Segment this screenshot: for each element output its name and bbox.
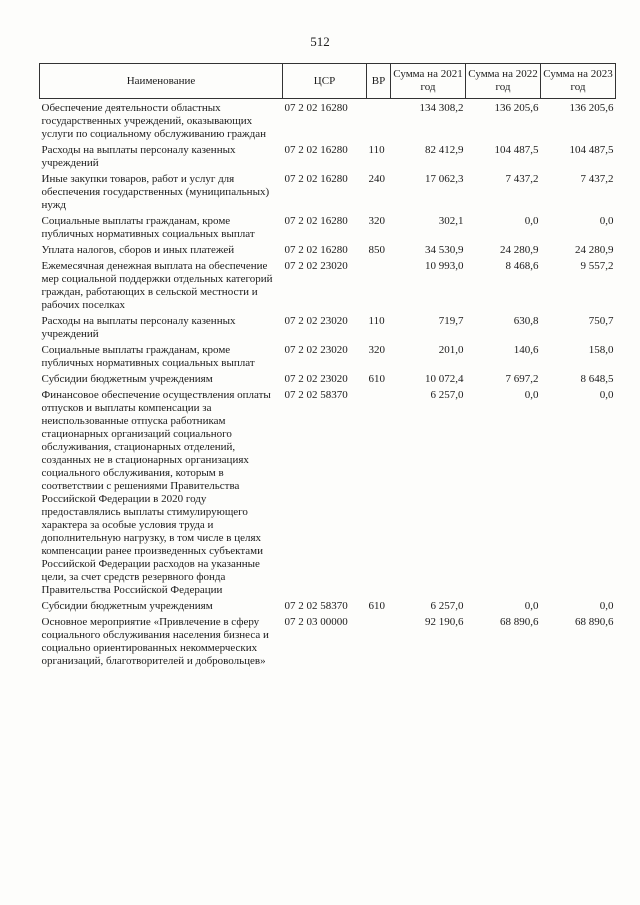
row-sum-2023: 0,0 (599, 600, 614, 612)
row-csr: 07 2 02 16280 (284, 215, 348, 227)
header-sum-2023: Сумма на 2023 год (541, 64, 616, 99)
row-csr: 07 2 02 23020 (284, 344, 348, 356)
row-vr (367, 389, 391, 600)
table-row (40, 260, 616, 315)
row-csr: 07 2 02 58370 (284, 600, 348, 612)
table-row (40, 616, 616, 671)
row-sum-2022: 630,8 (513, 315, 539, 327)
table-row (40, 600, 616, 616)
row-vr: 610 (368, 373, 385, 385)
row-csr: 07 2 03 00000 (284, 616, 348, 628)
row-csr: 07 2 02 16280 (284, 244, 348, 256)
row-name: Расходы на выплаты персоналу казенных учреждений (41, 144, 236, 169)
row-name: Субсидии бюджетным учреждениям (41, 600, 213, 612)
row-csr: 07 2 02 58370 (284, 389, 348, 401)
row-name: Ежемесячная денежная выплата на обеспечение мер социальной поддержки отдельных категорий граждан, работающих в сельской местности и рабочих поселках (41, 260, 273, 311)
row-sum-2023: 68 890,6 (575, 616, 614, 628)
row-csr: 07 2 02 16280 (284, 173, 348, 185)
row-sum-2021: 82 412,9 (425, 144, 464, 156)
row-vr (367, 616, 391, 671)
row-sum-2022: 68 890,6 (500, 616, 539, 628)
row-name: Уплата налогов, сборов и иных платежей (41, 244, 235, 256)
table-row (40, 173, 616, 215)
row-csr: 07 2 02 16280 (284, 144, 348, 156)
row-csr: 07 2 02 16280 (284, 102, 348, 114)
row-sum-2022: 140,6 (513, 344, 539, 356)
table-row (40, 344, 616, 373)
table-row (40, 389, 616, 600)
row-sum-2023: 136 205,6 (569, 102, 614, 114)
row-sum-2021: 92 190,6 (425, 616, 464, 628)
row-sum-2023: 104 487,5 (569, 144, 614, 156)
row-sum-2021: 201,0 (438, 344, 464, 356)
row-sum-2021: 134 308,2 (419, 102, 464, 114)
header-name: Наименование (40, 64, 283, 99)
header-vr: ВР (367, 64, 391, 99)
row-sum-2022: 7 697,2 (505, 373, 539, 385)
row-vr: 110 (368, 315, 385, 327)
row-sum-2021: 34 530,9 (425, 244, 464, 256)
row-vr (367, 99, 391, 145)
row-sum-2021: 17 062,3 (425, 173, 464, 185)
row-name: Обеспечение деятельности областных государственных учреждений, оказывающих услуги по социальному обслуживанию граждан (41, 102, 267, 140)
row-vr: 240 (368, 173, 385, 185)
row-sum-2022: 24 280,9 (500, 244, 539, 256)
table-row (40, 244, 616, 260)
row-name: Социальные выплаты гражданам, кроме публичных нормативных социальных выплат (41, 215, 255, 240)
row-vr: 110 (368, 144, 385, 156)
table-row (40, 215, 616, 244)
row-vr: 850 (368, 244, 385, 256)
row-vr: 320 (368, 344, 385, 356)
row-sum-2021: 6 257,0 (430, 389, 464, 401)
row-csr: 07 2 02 23020 (284, 260, 348, 272)
row-sum-2021: 719,7 (438, 315, 464, 327)
row-sum-2022: 136 205,6 (494, 102, 539, 114)
row-name: Расходы на выплаты персоналу казенных учреждений (41, 315, 236, 340)
row-name: Социальные выплаты гражданам, кроме публичных нормативных социальных выплат (41, 344, 255, 369)
row-sum-2022: 0,0 (524, 215, 539, 227)
header-sum-2022: Сумма на 2022 год (466, 64, 541, 99)
table-header-row (40, 64, 616, 99)
table-row (40, 99, 616, 145)
row-sum-2021: 302,1 (438, 215, 464, 227)
row-sum-2023: 24 280,9 (575, 244, 614, 256)
row-sum-2022: 0,0 (524, 600, 539, 612)
row-name: Иные закупки товаров, работ и услуг для обеспечения государственных (муниципальных) нужд (41, 173, 270, 211)
table-row (40, 315, 616, 344)
row-vr: 610 (368, 600, 385, 612)
row-sum-2022: 8 468,6 (505, 260, 539, 272)
row-sum-2022: 0,0 (524, 389, 539, 401)
row-sum-2023: 8 648,5 (580, 373, 614, 385)
row-sum-2023: 7 437,2 (580, 173, 614, 185)
row-sum-2023: 0,0 (599, 389, 614, 401)
row-sum-2023: 750,7 (588, 315, 614, 327)
row-sum-2021: 10 993,0 (425, 260, 464, 272)
row-sum-2021: 6 257,0 (430, 600, 464, 612)
header-csr: ЦСР (283, 64, 367, 99)
table-row (40, 144, 616, 173)
row-csr: 07 2 02 23020 (284, 373, 348, 385)
budget-table (39, 63, 616, 671)
row-sum-2023: 158,0 (588, 344, 614, 356)
row-name: Субсидии бюджетным учреждениям (41, 373, 213, 385)
row-sum-2022: 104 487,5 (494, 144, 539, 156)
row-name: Основное мероприятие «Привлечение в сферу социального обслуживания населения бизнеса и социально ориентированных некоммерческих организаций, благотворителей и добровольцев» (41, 616, 269, 667)
row-csr: 07 2 02 23020 (284, 315, 348, 327)
row-sum-2023: 9 557,2 (580, 260, 614, 272)
row-name: Финансовое обеспечение осуществления оплаты отпусков и выплаты компенсации за неиспользованные отпуска работникам стационарных организаций социального обслуживания, стационарных отделений, созданных не в стационарных организациях социального обслуживания, которым в соответствии с решениями Правительства Российской Федерации в 2020 году предоставлялись выплаты стимулирующего характера за особые условия труда и дополнительную нагрузку, в том числе в целях компенсации ранее произведенных субъектами Российской Федерации расходов на указанные цели, за счет средств резервного фонда Правительства Российской Федерации (41, 389, 271, 596)
row-sum-2022: 7 437,2 (505, 173, 539, 185)
header-sum-2021: Сумма на 2021 год (391, 64, 466, 99)
row-sum-2021: 10 072,4 (425, 373, 464, 385)
row-sum-2023: 0,0 (599, 215, 614, 227)
row-vr (367, 260, 391, 315)
page-number: 512 (310, 34, 330, 49)
table-row (40, 373, 616, 389)
row-vr: 320 (368, 215, 385, 227)
